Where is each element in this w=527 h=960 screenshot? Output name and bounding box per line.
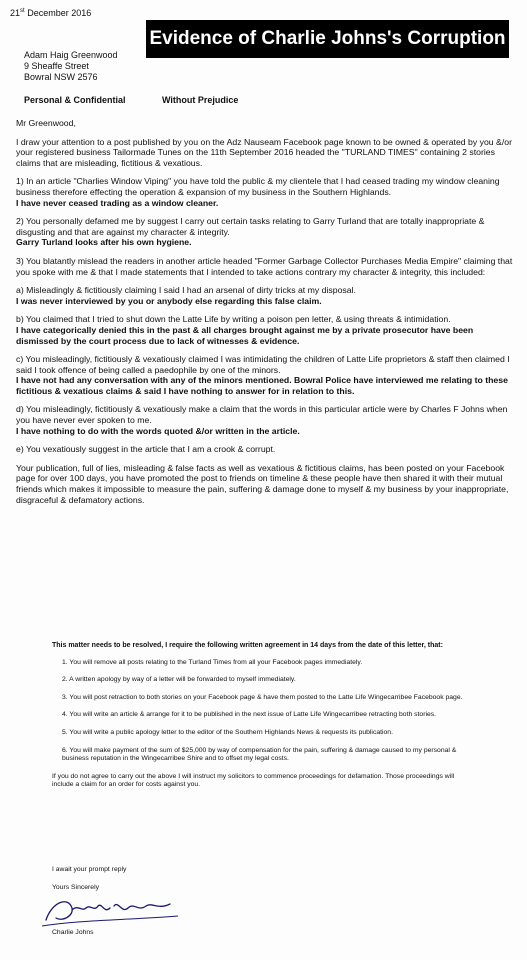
demands-section [52,642,472,796]
demand-item: 6. You will make payment of the sum of $25,000 by way of compensation for the pain, suffering & damage caused to my personal & business reputation in the Wingecarribee Shire and to offset my legal costs. [62,746,457,763]
claim-2: 2) You personally defamed me by suggest I carry out certain tasks relating to Garry Turland that are totally inappropriate & disgusting and that are against my character & integrity. Garry Turland looks after his own hygiene. [16,216,485,248]
header-confidential: Personal & Confidential [24,95,126,105]
await-line: I await your prompt reply [52,866,127,873]
claim-d: d) You misleadingly, fictitiously & vexatiously make a claim that the words in this particular article were by Charles F Johns when you have never ever spoken to me. I have nothing to do with the words quoted &/or written in the article. [16,404,508,436]
signature-image [38,890,188,930]
recipient-address [24,50,118,83]
demand-item: 1. You will remove all posts relating to the Turland Times from all your Facebook pages immediately. [62,658,363,666]
signer-name: Charlie Johns [52,929,94,936]
demand-item: 4. You will write an article & arrange for it to be published in the next issue of Latte Life Wingecarribee retracting both stories. [62,711,437,719]
address-line: 9 Sheaffe Street [24,61,89,71]
demand-item: 2. A written apology by way of a letter will be forwarded to myself immediately. [62,676,296,684]
address-line: Adam Haig Greenwood [24,50,118,60]
claim-c: c) You misleadingly, fictitiously & vexatiously claimed I was intimidating the children of Latte Life proprietors & staff then claimed I said I took offence of being called a paedophile by one of the minors. I have not had any conversation with any of the minors mentioned. Bowral Police have interviewed me relating to these fictitious & vexatious claims & said I have nothing to answer for in relation to this. [16,354,510,396]
claim-a: a) Misleadingly & fictitiously claiming I said I had an arsenal of dirty tricks at my disposal. I was never interviewed by you or anybody else regarding this false claim. [16,285,356,306]
warning-paragraph: If you do not agree to carry out the above I will instruct my solicitors to commence proceedings for defamation. Those proceedings will include a claim for an order for costs against you. [52,772,455,789]
demands-list [52,659,472,764]
letter-date: 21st December 2016 [10,8,92,18]
summary-paragraph: Your publication, full of lies, misleading & false facts as well as vexatious & fictitious claims, has been posted on your Facebook page for over 100 days, you have promoted the post to friends on timeline & these people have then shared it with their mutual friends which makes it impossible to measure the pain, suffering & damage done to myself & my business by your inappropriate, disgraceful & defamatory actions. [16,462,509,505]
claim-e: e) You vexatiously suggest in the article that I am a crook & corrupt. [16,444,276,455]
demand-item: 3. You will post retraction to both stories on your Facebook page & have them posted to the Latte Life Wingecarribee Facebook page. [62,693,463,701]
demands-lead: This matter needs to be resolved, I require the following written agreement in 14 days from the date of this letter, that: [52,642,443,649]
salutation: Mr Greenwood, [16,118,76,128]
claim-3: 3) You blatantly mislead the readers in another article headed "Former Garbage Collector Purchases Media Empire" claiming that you spoke with me & that I made statements that I intended to take actions contrary my character & integrity, this included: [16,255,513,277]
letter-body [16,118,518,513]
address-line: Bowral NSW 2576 [24,72,98,82]
banner-title: Evidence of Charlie Johns's Corruption [146,20,509,58]
claim-b: b) You claimed that I tried to shut down the Latte Life by writing a poison pen letter, & using threats & intimidation. I have categorically denied this in the past & all charges brought against me by a private prosecutor have been dismissed by the court process due to lack of witnesses & evidence. [16,314,474,346]
demand-item: 5. You will write a public apology letter to the editor of the Southern Highlands News & requests its publication. [62,728,393,736]
header-without-prejudice: Without Prejudice [162,95,239,105]
claim-1: 1) In an article "Charlies Window Viping" you have told the public & my clientele that I had ceased trading my window cleaning business therefore effecting the operation & expansion of my business in the Southern Highlands. I have never ceased trading as a window cleaner. [16,176,500,208]
intro-paragraph: I draw your attention to a post published by you on the Adz Nauseam Facebook page known to be owned & operated by you &/or your registered business Tailormade Tunes on the 11th September 2016 headed the "TURLAND TIMES" containing 2 stories claims that are misleading, fictitious & vexatious. [16,136,512,168]
signoff-line: Yours Sincerely [52,883,99,891]
